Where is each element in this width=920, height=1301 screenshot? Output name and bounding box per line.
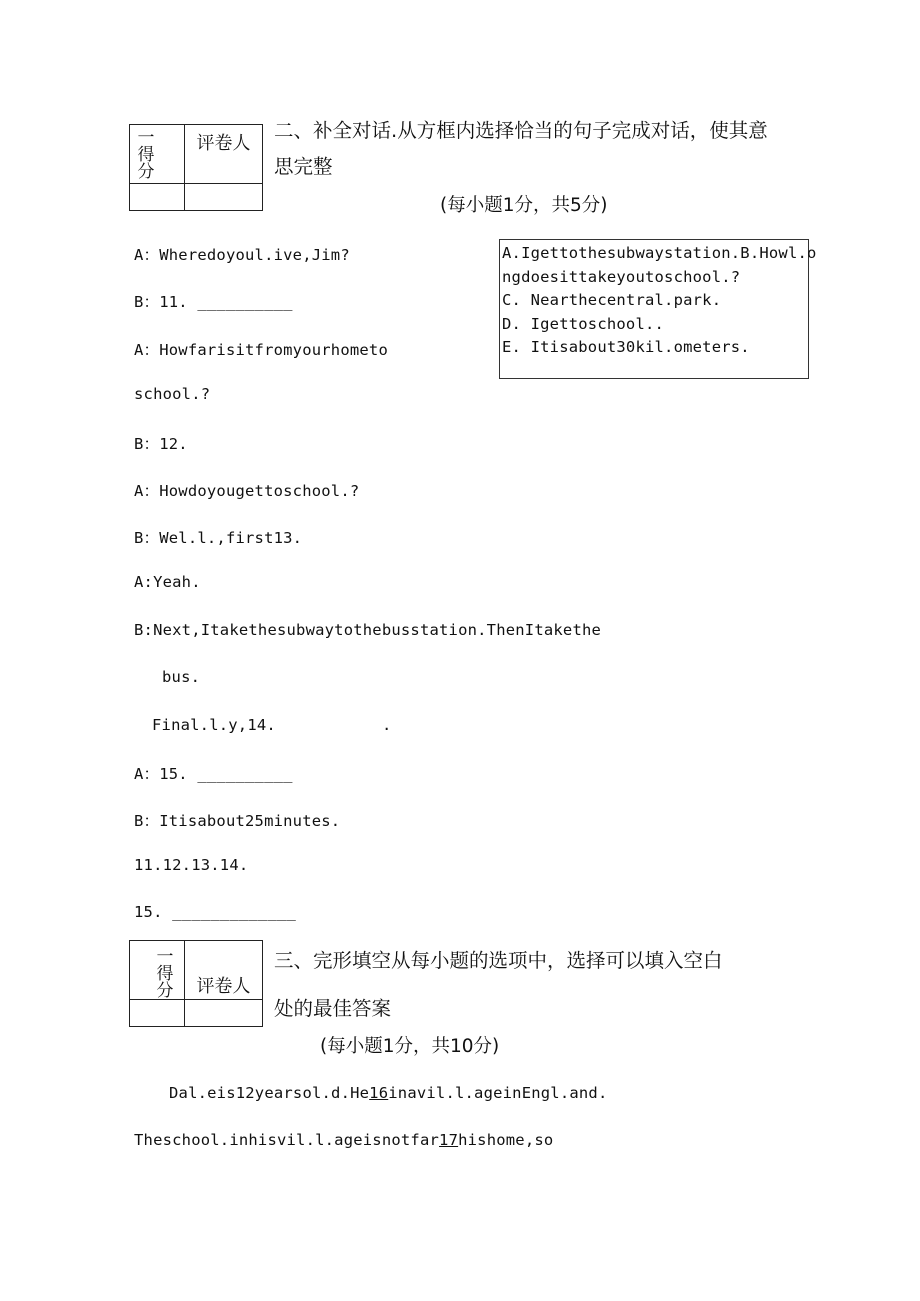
score-cell (130, 941, 185, 1000)
dialogue-line: bus. (162, 668, 201, 686)
section2-points: (每小题1分，共5分) (440, 195, 608, 216)
section2-heading-line1: 二、补全对话.从方框内选择恰当的句子完成对话，使其意 (274, 119, 768, 142)
option-line-4: D. Igettoschool.. (502, 315, 665, 333)
dialogue-line: A：Howdoyougettoschool.? (134, 482, 360, 500)
section3-heading-line1: 三、完形填空从每小题的选项中，选择可以填入空白 (274, 949, 723, 972)
passage-line-2 (134, 1131, 553, 1149)
dialogue-line: A：Wheredoyoul.ive,Jim? (134, 246, 350, 264)
passage-text: inavil.l.ageinEngl.and. (388, 1084, 608, 1102)
grader-cell (185, 941, 263, 1000)
grader-label: 评卷人 (196, 976, 251, 997)
dialogue-line: B：12. (134, 435, 188, 453)
dialogue-line: A：15. __________ (134, 765, 293, 783)
passage-text: hishome,so (458, 1131, 554, 1149)
passage-text: Dal.eis12yearsol.d.He (169, 1084, 370, 1102)
score-label: 一 得 分 (137, 128, 155, 182)
option-line-3: C. Nearthecentral.park. (502, 291, 722, 309)
section3-points: (每小题1分，共10分) (320, 1036, 500, 1057)
dialogue-line: B：11. __________ (134, 293, 293, 311)
score-cell (130, 125, 185, 184)
score-input-cell[interactable] (130, 184, 185, 211)
dialogue-line: A:Yeah. (134, 573, 201, 591)
score-label: 一 得 分 (156, 947, 174, 999)
dialogue-line: A：Howfarisitfromyourhometo (134, 341, 388, 359)
dialogue-line: B:Next,Itakethesubwaytothebusstation.ThenItakethe (134, 621, 602, 639)
answer-numbers: 11.12.13.14. (134, 856, 249, 874)
section2-heading-line2: 思完整 (274, 155, 333, 178)
options-box (499, 239, 817, 379)
option-line-2: ngdoesittakeyoutoschool.? (502, 268, 741, 286)
grader-input-cell[interactable] (185, 1000, 263, 1027)
dialogue-line: B：Wel.l.,first13. (134, 529, 303, 547)
dialogue-line: school.? (134, 385, 211, 403)
option-line-1: A.Igettothesubwaystation.B.Howl.o (502, 244, 817, 262)
score-input-cell[interactable] (130, 1000, 185, 1027)
dialogue-line: B：Itisabout25minutes. (134, 812, 341, 830)
answer-line-15: 15. _____________ (134, 903, 297, 921)
passage-line-1 (169, 1084, 607, 1102)
passage-text: Theschool.inhisvil.l.ageisnotfar (134, 1131, 440, 1149)
score-table-2 (129, 940, 263, 1027)
grader-input-cell[interactable] (185, 184, 263, 211)
option-line-5: E. Itisabout30kil.ometers. (502, 338, 750, 356)
blank-16: 16 (369, 1084, 389, 1102)
blank-17: 17 (439, 1131, 459, 1149)
grader-label: 评卷人 (196, 133, 251, 154)
dialogue-line: Final.l.y,14. (152, 716, 276, 734)
grader-cell (185, 125, 263, 184)
score-table-1 (129, 124, 263, 211)
section3-heading-line2: 处的最佳答案 (274, 997, 392, 1020)
dialogue-line-end: . (382, 716, 392, 734)
